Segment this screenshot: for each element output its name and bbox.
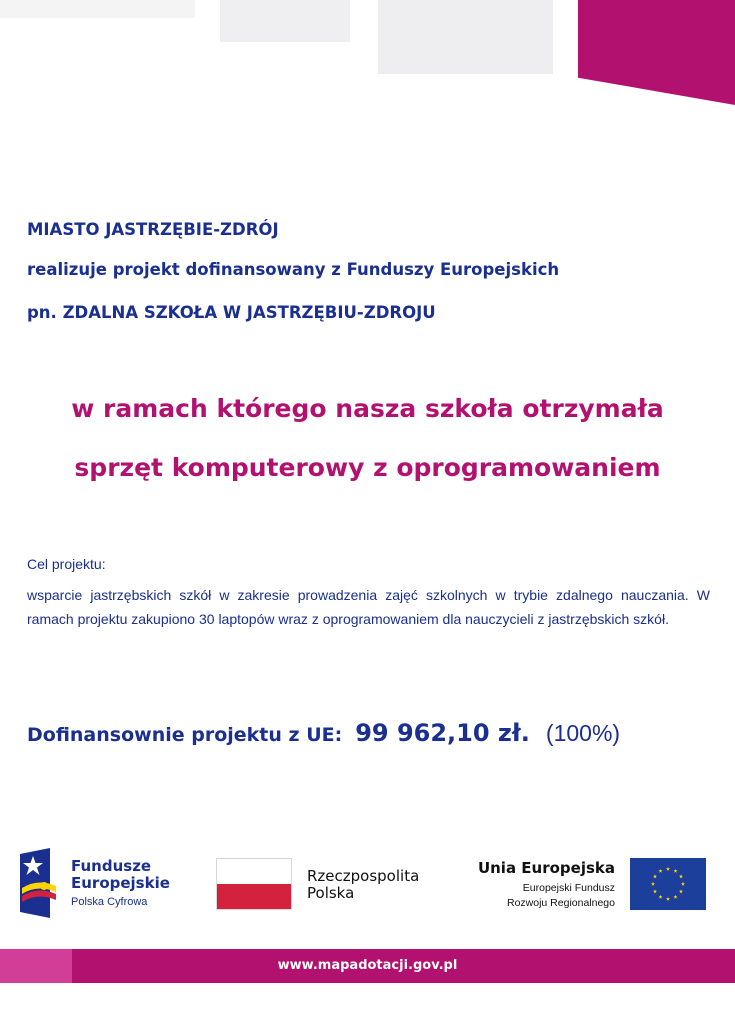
- fe-title-line-2: Europejskie: [71, 874, 170, 892]
- fe-title-line-1: Fundusze: [71, 857, 152, 875]
- decor-magenta-shape: [578, 0, 735, 105]
- subheading-line-2: sprzęt komputerowy z oprogramowaniem: [74, 453, 661, 482]
- project-name: pn. ZDALNA SZKOŁA W JASTRZĘBIU-ZDROJU: [27, 303, 436, 322]
- eu-title: Unia Europejska: [477, 859, 615, 877]
- fe-subtitle: Polska Cyfrowa: [71, 896, 148, 908]
- decor-shape: [220, 0, 350, 42]
- fe-title: [71, 858, 170, 892]
- pl-title-line-1: Rzeczpospolita: [307, 867, 420, 885]
- goal-label: Cel projektu:: [27, 556, 106, 572]
- goal-text: wsparcie jastrzębskich szkół w zakresie prowadzenia zajęć szkolnych w trybie zdalnego nauczania. W ramach projektu zakupiono 30 laptopów wraz z oprogramowaniem dla nauczycieli z jastrzębskich szkół.: [27, 587, 710, 627]
- funding-amount: 99 962,10 zł.: [355, 719, 530, 747]
- decor-shape: [378, 0, 553, 74]
- fundusze-europejskie-logo-icon: [20, 848, 58, 918]
- decor-shape: [0, 0, 195, 18]
- eu-subtitle-line-2: Rozwoju Regionalnego: [507, 897, 615, 909]
- footer-bar: [0, 949, 735, 983]
- funding-percent: (100%): [545, 720, 621, 746]
- eu-subtitle: [507, 881, 615, 911]
- funding-row: [27, 719, 620, 747]
- project-intro: realizuje projekt dofinansowany z Funduszy Europejskich: [27, 260, 560, 279]
- eu-flag-icon: [630, 858, 706, 910]
- pl-title-line-2: Polska: [307, 884, 355, 902]
- pl-title: [307, 868, 419, 902]
- polish-flag-icon: [216, 858, 292, 910]
- eu-subtitle-line-1: Europejski Fundusz: [522, 882, 615, 894]
- funding-label: Dofinansownie projektu z UE:: [27, 724, 343, 746]
- footer-url[interactable]: www.mapadotacji.gov.pl: [277, 958, 458, 973]
- subheading-line-1: w ramach którego nasza szkoła otrzymała: [71, 394, 664, 423]
- beneficiary-name: MIASTO JASTRZĘBIE-ZDRÓJ: [27, 220, 279, 239]
